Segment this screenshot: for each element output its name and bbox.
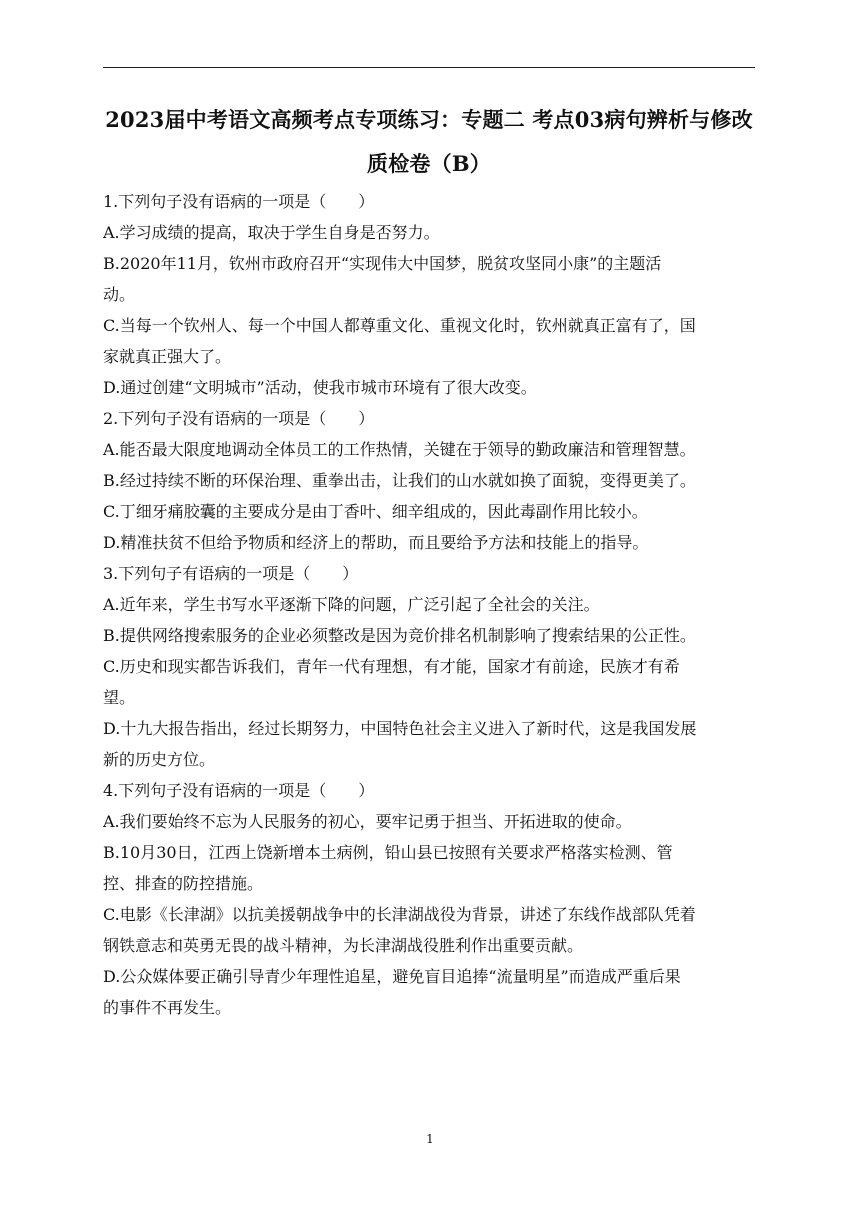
question-1-stem: 1.下列句子没有语病的一项是（ ） (103, 192, 375, 211)
question-3-option-c: C.历史和现实都告诉我们，青年一代有理想，有才能，国家才有前途，民族才有希 (103, 657, 680, 676)
question-4-option-b: B.10月30日，江西上饶新增本土病例，铅山县已按照有关要求严格落实检测、管 (103, 843, 673, 862)
question-2-option-b: B.经过持续不断的环保治理、重拳出击，让我们的山水就如换了面貌，变得更美了。 (103, 471, 696, 490)
question-3-option-d: D.十九大报告指出，经过长期努力，中国特色社会主义进入了新时代，这是我国发展 (103, 719, 697, 738)
question-3-option-a: A.近年来，学生书写水平逐渐下降的问题，广泛引起了全社会的关注。 (103, 595, 600, 614)
question-1-option-b-cont: 动。 (103, 285, 136, 304)
question-1-option-b: B.2020年11月，钦州市政府召开“实现伟大中国梦，脱贫攻坚同小康”的主题活 (103, 254, 662, 273)
question-4-option-c-cont: 钢铁意志和英勇无畏的战斗精神，为长津湖战役胜利作出重要贡献。 (103, 936, 584, 955)
question-4-option-d: D.公众媒体要正确引导青少年理性追星，避免盲目追捧“流量明星”而造成严重后果 (103, 967, 681, 986)
question-3-option-b: B.提供网络搜索服务的企业必须整改是因为竞价排名机制影响了搜索结果的公正性。 (103, 626, 696, 645)
title-line-1: 2023届中考语文高频考点专项练习：专题二 考点03病句辨析与修改 (105, 107, 753, 132)
question-4-option-d-cont: 的事件不再发生。 (103, 998, 232, 1017)
question-4-option-c: C.电影《长津湖》以抗美援朝战争中的长津湖战役为背景，讲述了东线作战部队凭着 (103, 905, 696, 924)
question-4-stem: 4.下列句子没有语病的一项是（ ） (103, 781, 375, 800)
page-number: 1 (426, 1132, 434, 1146)
question-4-option-b-cont: 控、排查的防控措施。 (103, 874, 264, 893)
document-title (103, 98, 755, 186)
question-2-stem: 2.下列句子没有语病的一项是（ ） (103, 409, 375, 428)
question-3-stem: 3.下列句子有语病的一项是（ ） (103, 564, 359, 583)
question-1-option-a: A.学习成绩的提高，取决于学生自身是否努力。 (103, 223, 440, 242)
header-rule (103, 67, 755, 68)
question-1-option-c-cont: 家就真正强大了。 (103, 347, 232, 366)
question-3-option-d-cont: 新的历史方位。 (103, 750, 216, 769)
question-4-option-a: A.我们要始终不忘为人民服务的初心，要牢记勇于担当、开拓进取的使命。 (103, 812, 632, 831)
question-2-option-c: C.丁细牙痛胶囊的主要成分是由丁香叶、细辛组成的，因此毒副作用比较小。 (103, 502, 648, 521)
question-3-option-c-cont: 望。 (103, 688, 136, 707)
title-line-2: 质检卷（B） (367, 151, 491, 176)
question-2-option-d: D.精准扶贫不但给予物质和经济上的帮助，而且要给予方法和技能上的指导。 (103, 533, 649, 552)
question-2-option-a: A.能否最大限度地调动全体员工的工作热情，关键在于领导的勤政廉洁和管理智慧。 (103, 440, 696, 459)
question-1-option-d: D.通过创建“文明城市”活动，使我市城市环境有了很大改变。 (103, 378, 537, 397)
question-content (103, 186, 755, 1023)
question-1-option-c: C.当每一个钦州人、每一个中国人都尊重文化、重视文化时，钦州就真正富有了，国 (103, 316, 696, 335)
